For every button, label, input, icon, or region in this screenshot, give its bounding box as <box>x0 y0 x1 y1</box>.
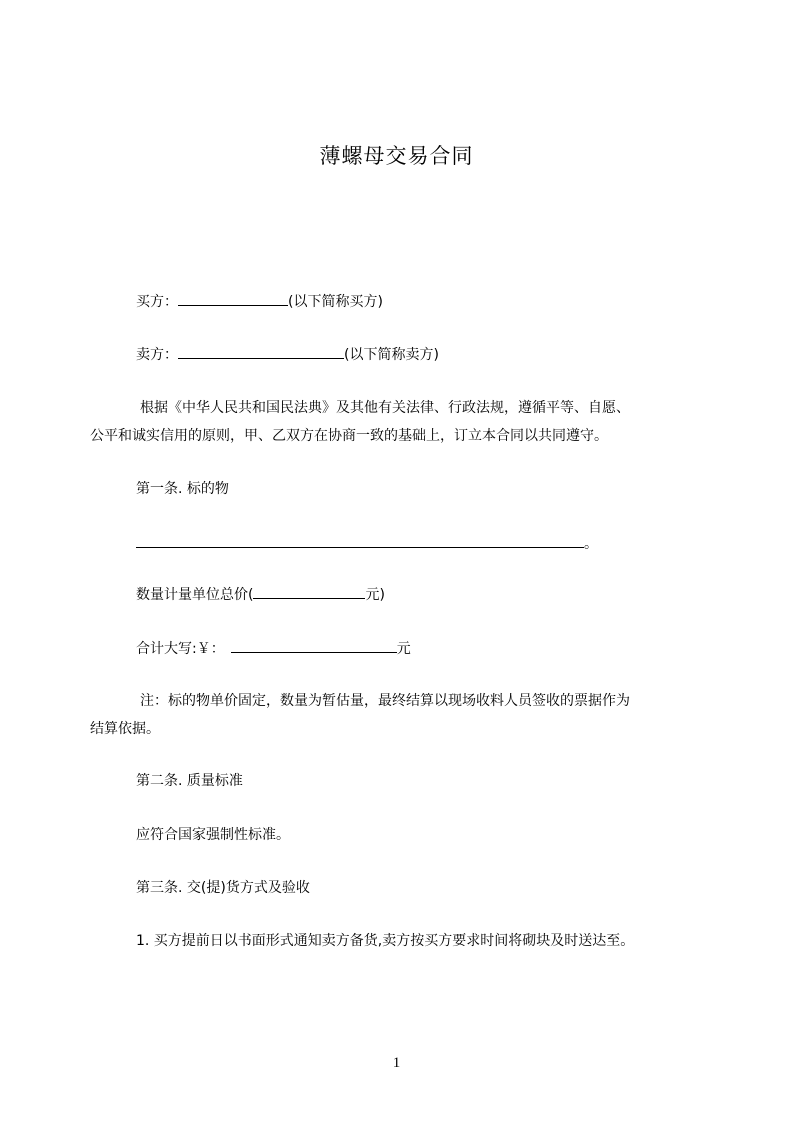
subject-matter-line <box>136 532 598 555</box>
buyer-suffix: (以下简称买方) <box>288 294 383 310</box>
seller-label: 卖方： <box>136 347 178 363</box>
subject-matter-blank[interactable] <box>136 532 584 548</box>
quantity-price-blank[interactable] <box>253 583 365 599</box>
seller-suffix: (以下简称卖方) <box>344 347 439 363</box>
buyer-line <box>136 290 383 313</box>
note-line-1: 注：标的物单价固定，数量为暂估量，最终结算以现场收料人员签收的票据作为 <box>140 693 630 709</box>
contract-title: 薄螺母交易合同 <box>319 144 474 168</box>
seller-name-blank[interactable] <box>178 343 344 359</box>
article-2-heading: 第二条. 质量标准 <box>136 773 243 789</box>
preamble-line-2: 公平和诚实信用的原则，甲、乙双方在协商一致的基础上，订立本合同以共同遵守。 <box>90 428 608 444</box>
article-1-heading: 第一条. 标的物 <box>136 481 229 497</box>
total-line <box>136 637 411 660</box>
page-number: 1 <box>392 1055 401 1071</box>
total-amount-blank[interactable] <box>231 637 397 653</box>
quantity-suffix: 元) <box>365 587 385 603</box>
total-suffix: 元 <box>396 641 411 657</box>
article-3-heading: 第三条. 交(提)货方式及验收 <box>136 880 310 896</box>
seller-line <box>136 343 439 366</box>
delivery-item-1: 1. 买方提前日以书面形式通知卖方备货,卖方按买方要求时间将砌块及时送达至。 <box>136 933 635 949</box>
buyer-label: 买方： <box>136 294 178 310</box>
buyer-name-blank[interactable] <box>178 290 288 306</box>
subject-matter-end: 。 <box>584 536 598 552</box>
note-line-2: 结算依据。 <box>90 721 160 737</box>
quantity-line <box>136 583 385 606</box>
quantity-label: 数量计量单位总价( <box>136 587 254 603</box>
quality-standard-text: 应符合国家强制性标准。 <box>136 827 290 843</box>
total-label: 合计大写:￥： <box>136 641 225 657</box>
preamble-line-1: 根据《中华人民共和国民法典》及其他有关法律、行政法规，遵循平等、自愿、 <box>140 400 630 416</box>
